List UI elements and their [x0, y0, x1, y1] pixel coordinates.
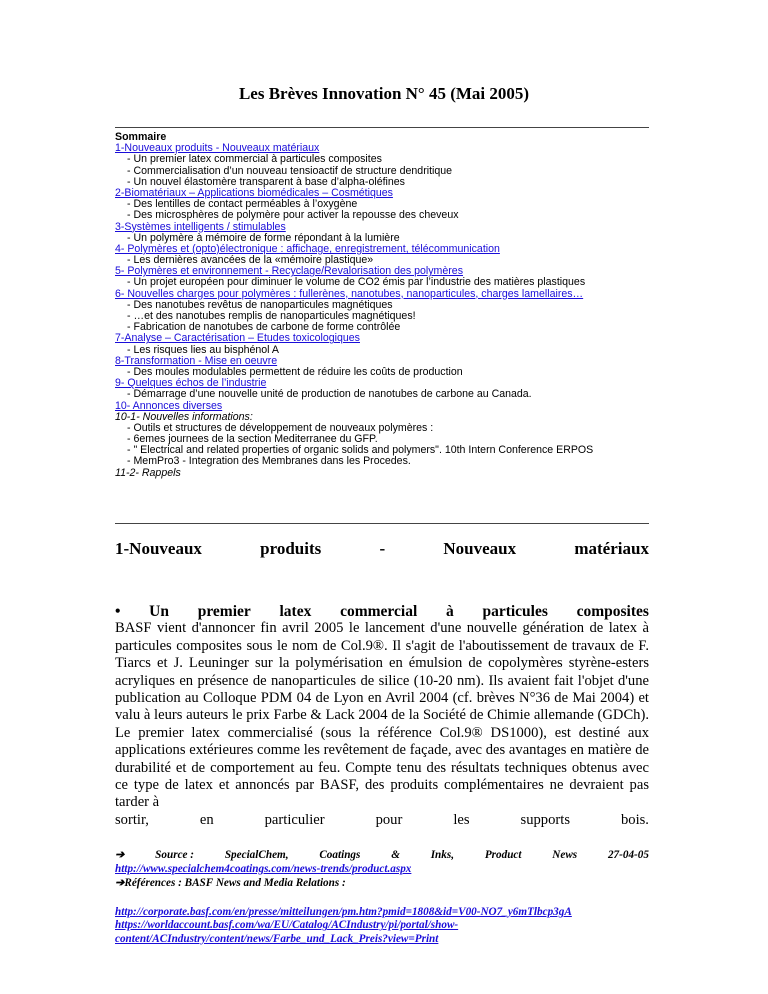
heading-word: à [445, 603, 454, 620]
toc-section-link[interactable] [115, 222, 649, 233]
source-line [115, 848, 649, 862]
heading-word: particules [482, 603, 548, 620]
toc-subitem: - …et des nanotubes remplis de nanoparticules magnétiques! [127, 310, 416, 322]
source-block [115, 848, 649, 890]
source-link[interactable]: http://www.specialchem4coatings.com/news-trends/product.aspx [115, 863, 412, 875]
references-block [115, 906, 655, 946]
toc-link-text[interactable]: 3-Systèmes intelligents / stimulables [115, 220, 286, 233]
toc-subitem: - Des microsphères de polymère pour activer la repousse des cheveux [127, 209, 459, 222]
source-word: Product [484, 849, 522, 861]
heading-word: composites [576, 603, 649, 620]
section-heading [115, 539, 649, 559]
last-line-word: particulier [264, 811, 325, 828]
toc-subitem: - " Electrical and related properties of organic solids and polymers". 10th Intern Conference ERPOS [127, 444, 594, 457]
last-line-word: pour [375, 811, 403, 828]
toc-link-text[interactable]: 7-Analyse – Caractérisation – Etudes toxicologiques [115, 332, 360, 345]
heading-word: latex [279, 603, 312, 620]
toc-subitem: - Un projet européen pour diminuer le volume de CO2 émis par l’industrie des matières plastiques [127, 276, 586, 289]
toc-link-text[interactable]: 4- Polymères et (opto)électronique : affichage, enregistrement, télécommunication [115, 242, 500, 255]
top-divider [115, 127, 649, 128]
bullet: • [115, 603, 121, 620]
toc-entries [115, 143, 649, 479]
toc-subitem: - Outils et structures de développement de nouveaux polymères : [127, 421, 434, 434]
toc-link-text[interactable]: 10- Annonces diverses [115, 399, 223, 412]
last-line-word: supports [520, 811, 570, 828]
bottom-divider [115, 523, 649, 524]
source-word: Source : [155, 849, 195, 861]
toc-subitem: - Démarrage d’une nouvelle unité de production de nanotubes de carbone au Canada. [127, 388, 532, 401]
toc-subitem: - Un polymère à mémoire de forme répondant à la lumière [127, 231, 400, 244]
source-word: Coatings [319, 849, 361, 861]
references-label: ➔Références : BASF News and Media Relations : [115, 877, 346, 889]
heading-word: commercial [340, 603, 418, 620]
toc-link-text[interactable]: 9- Quelques échos de l’industrie [115, 377, 267, 390]
article-body [115, 603, 649, 829]
reference-link[interactable]: content/ACIndustry/content/news/Farbe_und_Lack_Preis?view=Print [115, 932, 439, 945]
section-word: - [379, 539, 386, 558]
section-word: produits [260, 539, 322, 558]
reference-link[interactable]: https://worldaccount.basf.com/wa/EU/Catalog/ACIndustry/pi/portal/show- [115, 919, 459, 932]
section-word: 1-Nouveaux [115, 539, 202, 558]
toc-section-link[interactable] [115, 401, 649, 412]
toc-subitem: - Des lentilles de contact perméables à l’oxygène [127, 198, 358, 211]
toc-subsection: 10-1- Nouvelles informations: [115, 410, 253, 423]
article-heading [115, 603, 649, 620]
arrow-icon: ➔ [115, 849, 125, 861]
article-paragraph: BASF vient d'annoncer fin avril 2005 le lancement d'une nouvelle génération de latex à particules composites sous le nom de Col.9®. Il s'agit de l'aboutissement de travaux de F. Tiarcs et J. Leuninger sur la polymérisation en émulsion de copolymères styrène-esters acryliques en présence de nanoparticules de silice (10-20 nm). Ils avaient fait l'objet d'une publication au Colloque PDM 04 de Lyon en Avril 2004 (cf. brèves N°36 de Mai 2004) et valu à leurs auteurs le prix Farbe & Lack 2004 de la Société de Chimie allemande (GDCh). Le premier latex commercialisé (sous la référence Col.9® DS1000), est destiné aux applications extérieures comme les revêtement de façade, avec des avantages en matière de durabilité et de comportement au feu. Compte tenu des résultats techniques obtenus avec ce type de latex et annoncés par BASF, des produits complémentaires ne devraient pas tarder à [115, 620, 649, 811]
source-word: Inks, [430, 849, 455, 861]
toc-subitem: - Un nouvel élastomère transparent à base d’alpha-oléfines [127, 175, 405, 188]
toc-subsection: 11-2- Rappels [115, 466, 181, 479]
heading-word: Un [149, 603, 169, 620]
toc-link-text[interactable]: 2-Biomatériaux – Applications biomédicales – Cosmétiques [115, 186, 393, 199]
toc-section-link[interactable] [115, 333, 649, 344]
reference-link[interactable]: http://corporate.basf.com/en/presse/mitteilungen/pm.htm?pmid=1808&id=V00-NO7_y6mTlbcp3gA [115, 906, 572, 918]
toc-subitem: - Des nanotubes revêtus de nanoparticules magnétiques [127, 298, 393, 311]
toc-link-text[interactable]: 6- Nouvelles charges pour polymères : fullerènes, nanotubes, nanoparticules, charges lamellaires… [115, 287, 584, 300]
toc-subitem: - Des moules modulables permettent de réduire les coûts de production [127, 365, 463, 378]
toc-subitem: - Fabrication de nanotubes de carbone de forme contrôlée [127, 321, 401, 334]
toc-subitem: - MemPro3 - Integration des Membranes dans les Procedes. [127, 455, 411, 468]
source-word: 27-04-05 [607, 849, 649, 861]
toc-link-text[interactable]: 1-Nouveaux produits - Nouveaux matériaux [115, 142, 320, 155]
source-word: & [391, 849, 400, 861]
last-line-word: en [199, 811, 214, 828]
toc-subitem: - Les dernières avancées de la «mémoire plastique» [127, 254, 374, 267]
document-title: Les Brèves Innovation N° 45 (Mai 2005) [238, 84, 530, 103]
toc-subitem: - 6emes journees de la section Mediterranee du GFP. [127, 433, 378, 446]
toc-link-text[interactable]: 8-Transformation - Mise en oeuvre [115, 354, 278, 367]
toc-subitem: - Les risques lies au bisphénol A [127, 343, 279, 356]
toc-heading: Sommaire [115, 131, 167, 143]
heading-word: premier [197, 603, 251, 620]
last-line-word: bois. [620, 811, 649, 828]
section-word: matériaux [574, 539, 649, 558]
section-word: Nouveaux [443, 539, 517, 558]
table-of-contents [115, 132, 649, 479]
toc-link-text[interactable]: 5- Polymères et environnement - Recyclage/Revalorisation des polymères [115, 265, 463, 278]
last-line-word: les [453, 811, 470, 828]
article-last-line [115, 812, 649, 829]
last-line-word: sortir, [115, 811, 149, 828]
toc-subitem: - Un premier latex commercial à particules composites [127, 153, 382, 166]
source-word: News [552, 849, 578, 861]
toc-subitem: - Commercialisation d’un nouveau tensioactif de structure dendritique [127, 164, 453, 177]
source-word: SpecialChem, [224, 849, 289, 861]
